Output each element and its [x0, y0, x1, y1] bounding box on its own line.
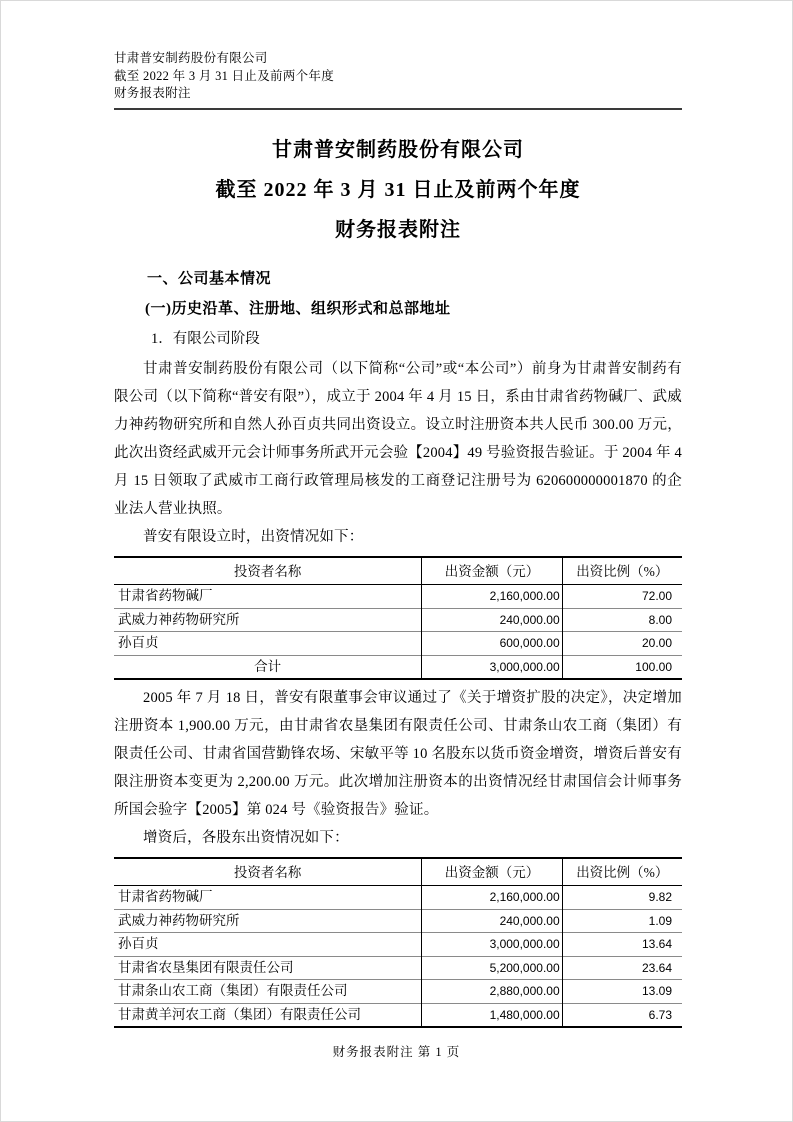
- investment-amount: 600,000.00: [422, 632, 562, 656]
- investment-amount: 1,480,000.00: [422, 1003, 562, 1027]
- table-row: [114, 980, 682, 1004]
- col-header-investor-name: 投资者名称: [114, 557, 422, 585]
- document-title: [114, 130, 682, 250]
- investor-name: 孙百贞: [118, 936, 159, 952]
- investment-ratio: 8.00: [562, 608, 682, 632]
- investor-name: 孙百贞: [118, 635, 159, 651]
- running-header-doc-type: 财务报表附注: [114, 86, 191, 100]
- table-header-row: [114, 557, 682, 585]
- investment-ratio: 13.09: [562, 980, 682, 1004]
- investor-name: 甘肃黄羊河农工商（集团）有限责任公司: [118, 1006, 361, 1022]
- investment-ratio: 6.73: [562, 1003, 682, 1027]
- investor-name: 甘肃省药物碱厂: [118, 588, 213, 604]
- total-amount: 3,000,000.00: [422, 655, 562, 679]
- paragraph-initial-investment-intro: 普安有限设立时，出资情况如下：: [143, 529, 364, 546]
- investment-amount: 3,000,000.00: [422, 933, 562, 957]
- col-header-ratio: 出资比例（%）: [562, 557, 682, 585]
- investment-ratio: 23.64: [562, 956, 682, 980]
- table-row: [114, 933, 682, 957]
- investment-ratio: 13.64: [562, 933, 682, 957]
- table-row: [114, 632, 682, 656]
- page-footer: 财务报表附注 第 1 页: [332, 1045, 461, 1059]
- total-label: 合计: [254, 658, 282, 674]
- investment-ratio: 72.00: [562, 585, 682, 609]
- section-heading-company-basic-info: 一、公司基本情况: [147, 271, 272, 288]
- col-header-investor-name: 投资者名称: [114, 858, 422, 886]
- investor-name: 武威力神药物研究所: [118, 912, 240, 928]
- investor-name: 武威力神药物研究所: [118, 611, 240, 627]
- col-header-amount: 出资金额（元）: [422, 557, 562, 585]
- running-header-company: 甘肃普安制药股份有限公司: [114, 51, 268, 65]
- table-row: [114, 886, 682, 910]
- investor-name: 甘肃省药物碱厂: [118, 889, 213, 905]
- paragraph-capital-increase: 2005 年 7 月 18 日，普安有限董事会审议通过了《关于增资扩股的决定》，决定增加注册资本 1,900.00 万元，由甘肃省农垦集团有限责任公司、甘肃条山农工商（集团）有限责任公司、甘肃省国营勤锋农场、宋敏平等 10 名股东以货币资金增资，增资后普安有限注册资本变更为 2,200.00 万元。此次增加注册资本的出资情况经甘肃国信会计师事务所国会验字【2005】第 024 号《验资报告》验证。: [114, 690, 682, 819]
- paragraph-after-increase-intro: 增资后，各股东出资情况如下：: [143, 830, 349, 847]
- investment-amount: 240,000.00: [422, 909, 562, 933]
- title-period: 截至 2022 年 3 月 31 日止及前两个年度: [215, 179, 581, 202]
- table-header-row: [114, 858, 682, 886]
- header-divider: [114, 108, 682, 111]
- investment-ratio: 9.82: [562, 886, 682, 910]
- table-row: [114, 585, 682, 609]
- col-header-ratio: 出资比例（%）: [562, 858, 682, 886]
- paragraph-company-establishment: 甘肃普安制药股份有限公司（以下简称“公司”或“本公司”）前身为甘肃普安制药有限公司（以下简称“普安有限”），成立于 2004 年 4 月 15 日，系由甘肃省药物碱厂、武威力神药物研究所和自然人孙百贞共同出资设立。设立时注册资本共人民币 300.00 万元，此次出资经武威开元会计师事务所武开元会验【2004】49 号验资报告验证。于 2004 年 4 月 15 日领取了武威市工商行政管理局核发的工商登记注册号为 620600000001870 的企业法人营业执照。: [114, 361, 682, 518]
- table-row: [114, 608, 682, 632]
- subsection-heading-history: (一)历史沿革、注册地、组织形式和总部地址: [145, 301, 451, 318]
- table-row: [114, 956, 682, 980]
- table-total-row: [114, 655, 682, 679]
- subsection-heading-limited-company-stage: 1．有限公司阶段: [151, 331, 260, 348]
- investment-ratio: 20.00: [562, 632, 682, 656]
- investment-amount: 2,160,000.00: [422, 585, 562, 609]
- investor-name: 甘肃条山农工商（集团）有限责任公司: [118, 983, 348, 999]
- col-header-amount: 出资金额（元）: [422, 858, 562, 886]
- table-row: [114, 1003, 682, 1027]
- after-increase-investment-table: [114, 857, 682, 1028]
- running-header-period: 截至 2022 年 3 月 31 日止及前两个年度: [114, 68, 335, 83]
- total-ratio: 100.00: [562, 655, 682, 679]
- initial-investment-table: [114, 556, 682, 680]
- title-company-name: 甘肃普安制药股份有限公司: [272, 139, 524, 162]
- investment-ratio: 1.09: [562, 909, 682, 933]
- investment-amount: 2,160,000.00: [422, 886, 562, 910]
- investment-amount: 5,200,000.00: [422, 956, 562, 980]
- table-row: [114, 909, 682, 933]
- investment-amount: 2,880,000.00: [422, 980, 562, 1004]
- title-doc-type: 财务报表附注: [335, 219, 461, 242]
- page-running-header: [114, 50, 682, 103]
- investor-name: 甘肃省农垦集团有限责任公司: [118, 959, 294, 975]
- investment-amount: 240,000.00: [422, 608, 562, 632]
